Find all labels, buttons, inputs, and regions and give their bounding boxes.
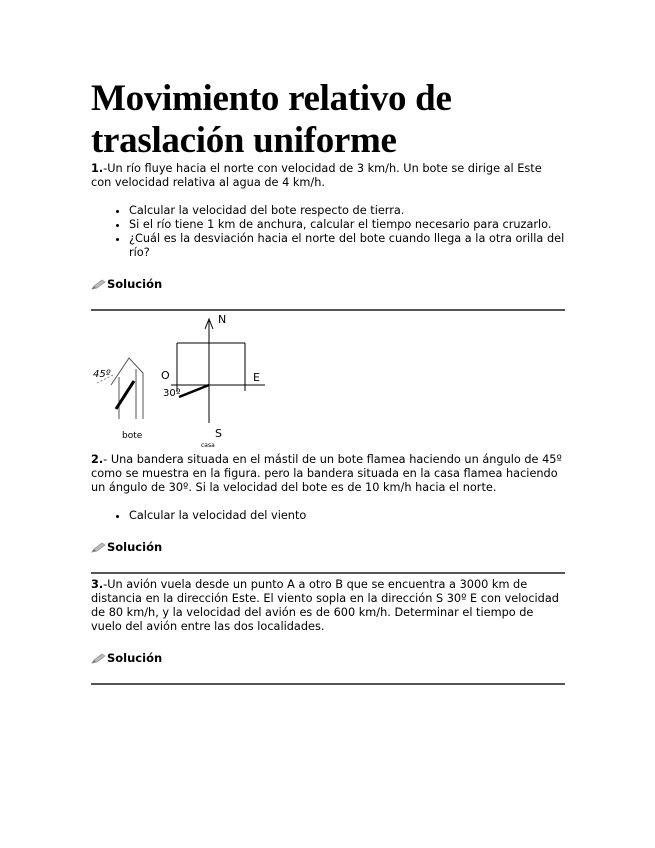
divider-2 xyxy=(91,572,565,574)
problem-3-number: 3. xyxy=(91,578,104,591)
problem-1-questions xyxy=(91,204,565,260)
problem-1-solution-link[interactable] xyxy=(91,276,565,292)
problem-1-number: 1. xyxy=(91,162,104,175)
problem-1-solution-label: Solución xyxy=(107,277,163,291)
compass-south: S xyxy=(215,427,222,440)
page-title: Movimiento relativo de traslación uniforme xyxy=(91,78,452,161)
pencil-icon xyxy=(91,653,106,664)
problem-2-statement xyxy=(91,453,565,495)
problem-2-text: - Una bandera situada en el mástil de un bote flamea haciendo un ángulo de 45º como se muestra en la figura. pero la bandera situada en la casa flamea haciendo un ángulo de 30º. Si la velocidad del bote es de 10 km/h hacia el norte. xyxy=(91,453,562,494)
compass-east: E xyxy=(253,371,260,384)
problem-2-question-1: • Calcular la velocidad del viento xyxy=(129,509,565,523)
house-angle-label: 30º xyxy=(163,388,181,399)
document xyxy=(91,78,565,685)
problem-2-questions xyxy=(91,509,565,523)
problem-3-solution-label: Solución xyxy=(107,651,163,665)
pencil-icon xyxy=(91,279,106,290)
pencil-icon xyxy=(91,542,106,553)
house-label: casa xyxy=(201,442,215,449)
problem-2-solution-link[interactable] xyxy=(91,539,565,555)
problem-3-statement xyxy=(91,578,565,634)
flag-diagram xyxy=(91,311,291,453)
problem-1-question-1: • Calcular la velocidad del bote respecto de tierra. xyxy=(129,204,565,218)
problem-1-statement xyxy=(91,162,565,190)
problem-1-question-3: • ¿Cuál es la desviación hacia el norte del bote cuando llega a la otra orilla del río? xyxy=(129,232,565,260)
problem-3-solution-link[interactable] xyxy=(91,650,565,666)
compass-north: N xyxy=(218,313,227,326)
problem-3-text: -Un avión vuela desde un punto A a otro B que se encuentra a 3000 km de distancia en la dirección Este. El viento sopla en la dirección S 30º E con velocidad de 80 km/h, y la velocidad del avión es de 600 km/h. Determinar el tiempo de vuelo del avión entre las dos localidades. xyxy=(91,578,559,633)
problem-2-number: 2. xyxy=(91,453,104,466)
wind-flag-figure xyxy=(91,311,565,453)
problem-1-text: -Un río fluye hacia el norte con velocidad de 3 km/h. Un bote se dirige al Este con velocidad relativa al agua de 4 km/h. xyxy=(91,162,542,189)
boat-angle-label: 45º xyxy=(93,369,111,380)
compass-west: O xyxy=(161,369,170,382)
problem-1-question-2: • Si el río tiene 1 km de anchura, calcular el tiempo necesario para cruzarlo. xyxy=(129,218,565,232)
divider-3 xyxy=(91,683,565,685)
problem-2-solution-label: Solución xyxy=(107,540,163,554)
boat-label: bote xyxy=(122,431,143,441)
